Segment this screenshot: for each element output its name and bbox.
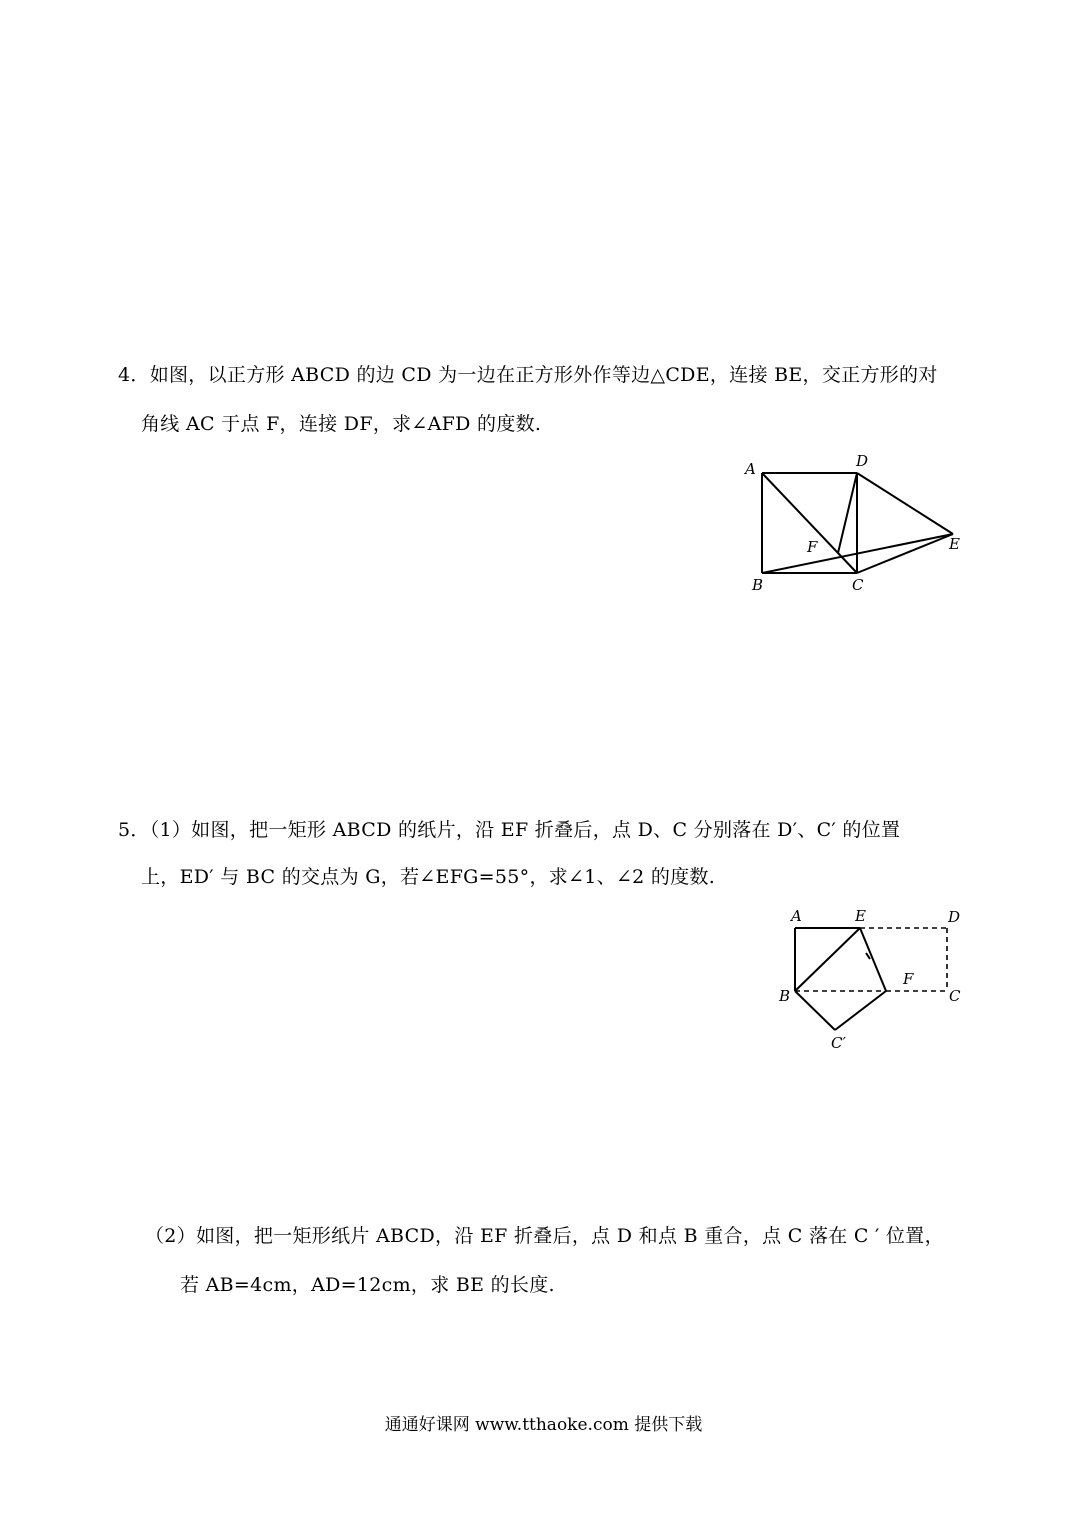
problem-5-part-1-line-2: 上，ED′ 与 BC 的交点为 G，若∠EFG=55°，求∠1、∠2 的度数. (141, 866, 716, 888)
label-E: E (949, 535, 960, 553)
edge-BC-prime (795, 991, 835, 1030)
segment-DF (838, 473, 857, 553)
footer-text: 通通好课网 www.tthaoke.com 提供下载 (384, 1415, 703, 1435)
problem-4-line-2: 角线 AC 于点 F，连接 DF，求∠AFD 的度数. (141, 413, 542, 435)
problem-4-figure (735, 448, 975, 598)
problem-5-part-2-line-1: （2）如图，把一矩形纸片 ABCD，沿 EF 折叠后，点 D 和点 B 重合，点 C 落在 C ′ 位置， (145, 1225, 944, 1247)
label-C: C (852, 576, 864, 594)
edge-CE (857, 534, 953, 573)
problem-5-figure (775, 905, 975, 1055)
label-C-prime: C′ (831, 1034, 846, 1052)
problem-4-line-1: 4．如图，以正方形 ABCD 的边 CD 为一边在正方形外作等边△CDE，连接 BE，交正方形的对 (118, 364, 938, 386)
label-F: F (903, 970, 914, 988)
problem-5-part-1-line-1: 5．（1）如图，把一矩形 ABCD 的纸片，沿 EF 折叠后，点 D、C 分别落在 D′、C′ 的位置 (118, 819, 901, 841)
label-B: B (752, 576, 764, 594)
label-E: E (855, 907, 866, 925)
edge-BE (795, 928, 860, 991)
diagonal-AC (762, 473, 857, 573)
label-A: A (791, 907, 802, 925)
label-F: F (807, 538, 818, 556)
edge-DE (857, 473, 953, 534)
label-D: D (948, 908, 961, 926)
edge-EF (860, 928, 886, 991)
edge-C-prime-F (835, 991, 886, 1030)
label-B: B (779, 987, 791, 1005)
label-A: A (745, 460, 756, 478)
angle-mark (866, 953, 870, 959)
label-D: D (856, 452, 869, 470)
label-C: C (949, 987, 961, 1005)
problem-5-part-2-line-2: 若 AB=4cm，AD=12cm，求 BE 的长度. (180, 1274, 555, 1296)
